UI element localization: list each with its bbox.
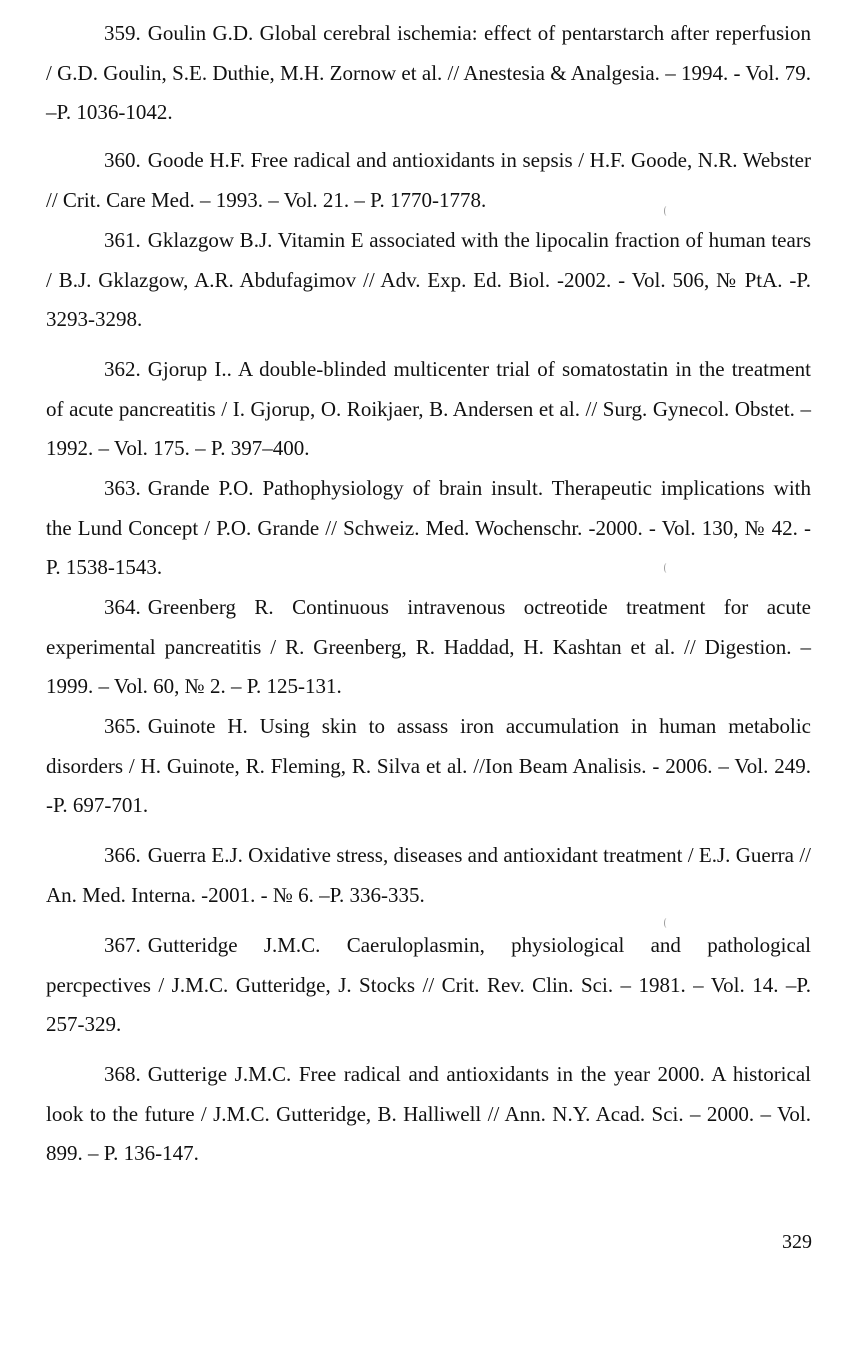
- reference-text: Greenberg R. Continuous intravenous octreotide treatment for acute experimental pancreatitis / R. Greenberg, R. Haddad, H. Kashtan et al. // Digestion. – 1999. – Vol. 60, № 2. – P. 125-131.: [46, 595, 811, 699]
- reference-number: 365.: [104, 714, 141, 738]
- reference-359: [46, 14, 811, 133]
- reference-text: Gutterige J.M.C. Free radical and antioxidants in the year 2000. A historical look to the future / J.M.C. Gutteridge, B. Halliwell // Ann. N.Y. Acad. Sci. – 2000. – Vol. 899. – P. 136-147.: [46, 1062, 811, 1166]
- reference-362: [46, 350, 811, 469]
- reference-364: [46, 588, 811, 707]
- reference-number: 362.: [104, 357, 141, 381]
- reference-text: Gjorup I.. A double-blinded multicenter trial of somatostatin in the treatment of acute pancreatitis / I. Gjorup, O. Roikjaer, B. Andersen et al. // Surg. Gynecol. Obstet. – 1992. – Vol. 175. – P. 397–400.: [46, 357, 811, 461]
- reference-text: Gutteridge J.M.C. Caeruloplasmin, physiological and pathological percpectives / J.M.C. Gutteridge, J. Stocks // Crit. Rev. Clin. Sci. – 1981. – Vol. 14. –P. 257-329.: [46, 933, 811, 1037]
- page-number: 329: [782, 1231, 812, 1253]
- reference-368: [46, 1055, 811, 1174]
- reference-text: Gklazgow B.J. Vitamin E associated with the lipocalin fraction of human tears / B.J. Gklazgow, A.R. Abdufagimov // Adv. Exp. Ed. Biol. -2002. - Vol. 506, № PtA. -P. 3293-3298.: [46, 228, 811, 332]
- reference-number: 368.: [104, 1062, 141, 1086]
- reference-text: Goode H.F. Free radical and antioxidants in sepsis / H.F. Goode, N.R. Webster // Crit. Care Med. – 1993. – Vol. 21. – P. 1770-1778.: [46, 148, 811, 212]
- reference-363: [46, 469, 811, 588]
- reference-text: Goulin G.D. Global cerebral ischemia: effect of pentarstarch after reperfusion / G.D. Goulin, S.E. Duthie, M.H. Zornow et al. // Anestesia & Analgesia. – 1994. - Vol. 79. –P. 1036-1042.: [46, 21, 811, 125]
- reference-365: [46, 707, 811, 826]
- reference-number: 366.: [104, 843, 141, 867]
- scan-speck-mark: [664, 918, 669, 928]
- reference-text: Guinote H. Using skin to assass iron accumulation in human metabolic disorders / H. Guinote, R. Fleming, R. Silva et al. //Ion Beam Analisis. - 2006. – Vol. 249. -P. 697-701.: [46, 714, 811, 818]
- reference-360: [46, 141, 811, 220]
- reference-366: [46, 836, 811, 915]
- scan-speck-mark: [664, 563, 669, 573]
- reference-number: 363.: [104, 476, 141, 500]
- reference-number: 364.: [104, 595, 141, 619]
- reference-text: Grande P.O. Pathophysiology of brain insult. Therapeutic implications with the Lund Concept / P.O. Grande // Schweiz. Med. Wochenschr. -2000. - Vol. 130, № 42. - P. 1538-1543.: [46, 476, 811, 580]
- reference-number: 367.: [104, 933, 141, 957]
- scan-speck-mark: [664, 206, 669, 216]
- reference-number: 360.: [104, 148, 141, 172]
- reference-text: Guerra E.J. Oxidative stress, diseases and antioxidant treatment / E.J. Guerra // An. Med. Interna. -2001. - № 6. –P. 336-335.: [46, 843, 811, 907]
- reference-number: 359.: [104, 21, 141, 45]
- reference-361: [46, 221, 811, 340]
- reference-367: [46, 926, 811, 1045]
- reference-number: 361.: [104, 228, 141, 252]
